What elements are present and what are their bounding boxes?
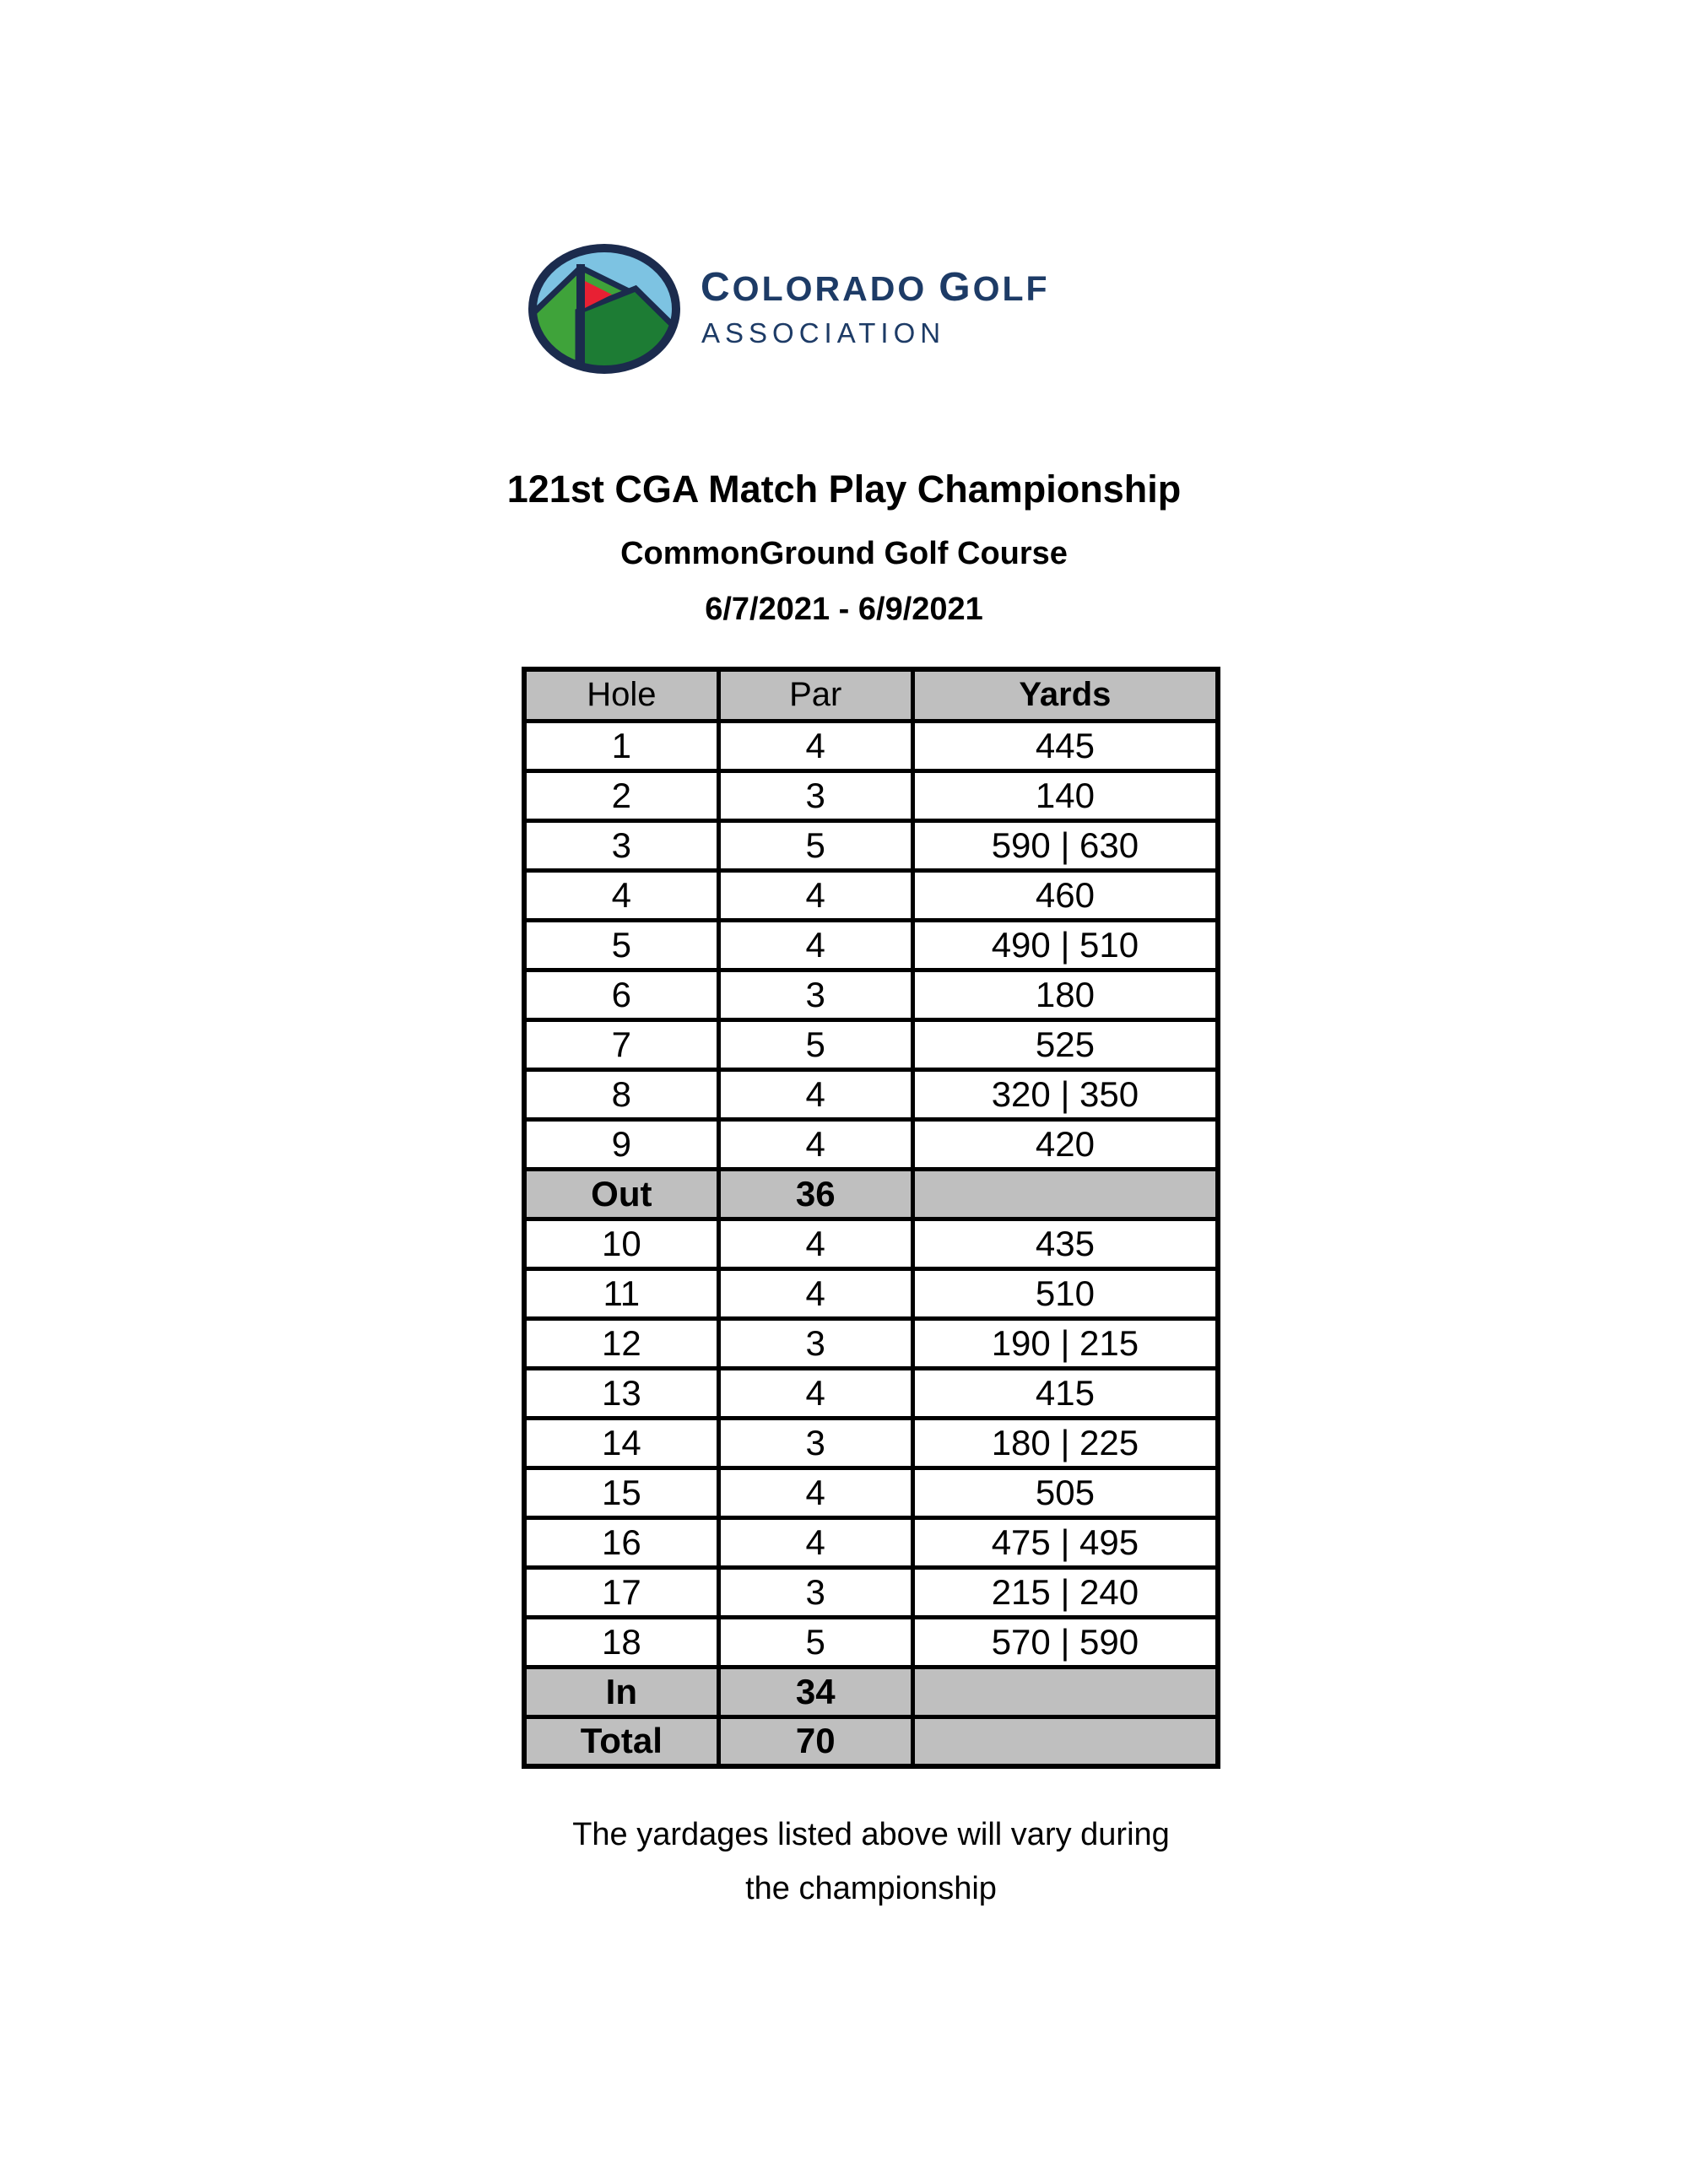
table-row (524, 1019, 1218, 1069)
table-row (524, 770, 1218, 820)
hole-cell: Total (524, 1716, 718, 1766)
scorecard-table (522, 667, 1220, 1769)
table-row (524, 1418, 1218, 1468)
yards-cell: 460 (912, 870, 1218, 920)
yards-cell: 420 (912, 1119, 1218, 1169)
summary-row (524, 1169, 1218, 1219)
table-row (524, 1318, 1218, 1368)
yards-cell: 505 (912, 1468, 1218, 1517)
table-row (524, 721, 1218, 770)
par-cell: 3 (718, 1418, 912, 1468)
par-cell: 4 (718, 1517, 912, 1567)
hole-cell: 6 (524, 970, 718, 1019)
table-row (524, 1567, 1218, 1617)
yards-cell: 180 (912, 970, 1218, 1019)
yards-cell (912, 1169, 1218, 1219)
par-cell: 4 (718, 1468, 912, 1517)
hole-cell: In (524, 1667, 718, 1716)
hole-cell: 17 (524, 1567, 718, 1617)
hole-cell: 16 (524, 1517, 718, 1567)
yards-cell: 435 (912, 1219, 1218, 1268)
yards-cell: 180 | 225 (912, 1418, 1218, 1468)
hole-cell: 1 (524, 721, 718, 770)
yards-column-header: Yards (912, 669, 1218, 721)
yards-cell: 190 | 215 (912, 1318, 1218, 1368)
table-row (524, 1268, 1218, 1318)
hole-cell: 14 (524, 1418, 718, 1468)
table-row (524, 1468, 1218, 1517)
yards-cell: 445 (912, 721, 1218, 770)
table-row (524, 920, 1218, 970)
hole-cell: 9 (524, 1119, 718, 1169)
event-dates: 6/7/2021 - 6/9/2021 (705, 592, 983, 627)
hole-cell: 5 (524, 920, 718, 970)
logo-word-part: OLORADO (732, 269, 928, 308)
par-cell: 4 (718, 1268, 912, 1318)
yards-cell: 525 (912, 1019, 1218, 1069)
par-cell: 5 (718, 820, 912, 870)
table-row (524, 870, 1218, 920)
logo-word-part: C (701, 265, 733, 310)
table-row (524, 1069, 1218, 1119)
hole-cell: 11 (524, 1268, 718, 1318)
course-name: CommonGround Golf Course (620, 536, 1068, 571)
par-cell: 3 (718, 1318, 912, 1368)
yards-cell: 320 | 350 (912, 1069, 1218, 1119)
par-cell: 4 (718, 1368, 912, 1418)
par-cell: 4 (718, 721, 912, 770)
par-cell: 5 (718, 1019, 912, 1069)
logo-flagpole (576, 264, 585, 372)
hole-cell: 12 (524, 1318, 718, 1368)
table-row (524, 970, 1218, 1019)
table-row (524, 1368, 1218, 1418)
hole-cell: 3 (524, 820, 718, 870)
logo-wordmark (701, 267, 1050, 318)
page-title: 121st CGA Match Play Championship (506, 468, 1182, 511)
yards-cell: 215 | 240 (912, 1567, 1218, 1617)
par-cell: 3 (718, 770, 912, 820)
par-cell: 5 (718, 1617, 912, 1667)
hole-cell: 15 (524, 1468, 718, 1517)
par-cell: 3 (718, 970, 912, 1019)
yardage-note (522, 1808, 1220, 1916)
table-row (524, 1119, 1218, 1169)
logo-word-part: OLF (972, 269, 1050, 308)
yards-cell: 475 | 495 (912, 1517, 1218, 1567)
par-cell: 3 (718, 1567, 912, 1617)
par-cell: 4 (718, 920, 912, 970)
par-cell: 4 (718, 1219, 912, 1268)
yards-cell: 140 (912, 770, 1218, 820)
hole-cell: Out (524, 1169, 718, 1219)
yardage-note-line: the championship (745, 1871, 997, 1906)
mountains-flag-circle-icon (528, 242, 681, 376)
summary-row (524, 1716, 1218, 1766)
hole-cell: 10 (524, 1219, 718, 1268)
logo-word-part: G (939, 265, 973, 310)
table-row (524, 1617, 1218, 1667)
table-header-row (524, 669, 1218, 721)
par-cell: 4 (718, 1069, 912, 1119)
par-cell: 36 (718, 1169, 912, 1219)
yards-cell: 570 | 590 (912, 1617, 1218, 1667)
yards-cell: 415 (912, 1368, 1218, 1418)
cga-logo-icon (528, 242, 681, 376)
hole-cell: 13 (524, 1368, 718, 1418)
hole-column-header: Hole (524, 669, 718, 721)
yards-cell: 590 | 630 (912, 820, 1218, 870)
hole-cell: 18 (524, 1617, 718, 1667)
par-column-header: Par (718, 669, 912, 721)
summary-row (524, 1667, 1218, 1716)
table-row (524, 1219, 1218, 1268)
logo-subname: ASSOCIATION (701, 317, 946, 349)
par-cell: 34 (718, 1667, 912, 1716)
yards-cell: 490 | 510 (912, 920, 1218, 970)
hole-cell: 8 (524, 1069, 718, 1119)
par-cell: 4 (718, 870, 912, 920)
table-row (524, 1517, 1218, 1567)
hole-cell: 7 (524, 1019, 718, 1069)
yardage-note-line: The yardages listed above will vary during (572, 1817, 1170, 1852)
hole-cell: 4 (524, 870, 718, 920)
yards-cell (912, 1667, 1218, 1716)
par-cell: 4 (718, 1119, 912, 1169)
par-cell: 70 (718, 1716, 912, 1766)
table-row (524, 820, 1218, 870)
hole-cell: 2 (524, 770, 718, 820)
yards-cell: 510 (912, 1268, 1218, 1318)
yards-cell (912, 1716, 1218, 1766)
